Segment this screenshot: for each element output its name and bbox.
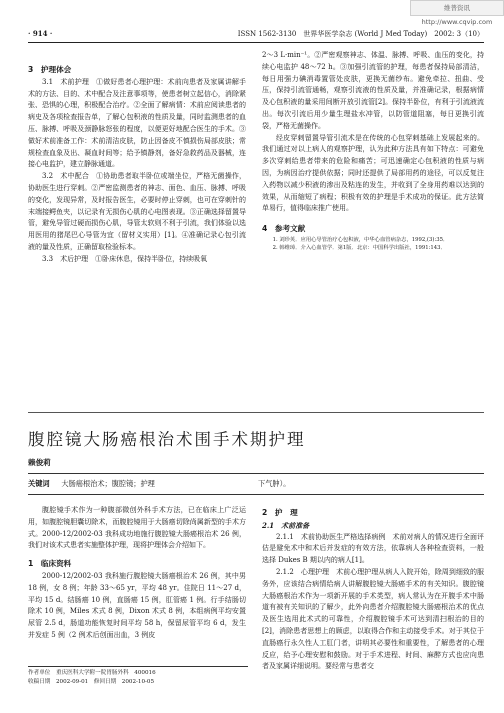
lower-right-column [262,505,484,673]
upper-left-column [28,62,246,266]
keyword-rule-top [28,473,484,474]
article-author: 赖俊莉 [28,458,51,467]
upper-right-column [262,50,484,253]
section-heading-clinical: 1 临床资料 [28,559,72,569]
watermark-badge: 维普资讯 http://www.cqvip.com [410,0,504,16]
section-heading-care: 3 护理体会 [28,65,72,74]
paragraph-intro: 腹腔镜手术作为一种腹部微创外科手术方法，已在临床上广泛运用，如腹腔镜胆囊切除术，而腹腔镜用于大肠癌切除尚属新型的手术方式。2000-12/2002-03 我科成功地施行腹腔镜大肠癌根治术 26 例，我们对该术式患者实施整体护理，现将护理体会介绍如下。 [28,506,246,550]
paragraph-case-selection: 2.1.1 术前协助医生严格选择病例 术前对病人的情况进行全面评估是避免术中和术后并发症的有效方法，依靠病人各种检查资料，一般选择 Dukes B 期以内的病人[1]。 [262,532,484,565]
footnote [28,666,248,687]
references-heading: 4 参考文献 [262,224,306,234]
header-rule [28,42,484,43]
running-header [28,27,484,41]
keywords-text: 大肠癌根治术；腹腔镜；护理 [61,479,155,488]
lower-left-column [28,505,246,642]
journal-info: ISSN 1562-3130 世界华医学杂志 (World J Med Today) 2002: 3（10） [237,30,484,38]
paragraph-postop: 3.3 术后护理 ①卧床休息，保持半卧位，持续吸氧 [42,254,208,263]
author-affiliation: 作者单位 重庆医科大学附一院胃肠外科 400016 [28,670,156,676]
article-divider [28,412,484,413]
section-heading-nursing: 2 护 理 [262,508,298,517]
right-column-continuation: 下气肿）。 [258,479,291,488]
page-number: · 914 · [28,29,53,38]
keywords-line [28,479,155,489]
paragraph-preop: 3.1 术前护理 ①做好患者心理护理：术前向患者及家属讲解手术的方法、目的、术中配合及注意事项等，使患者树立起信心，消除紧张、恐惧的心理，积极配合治疗。②全面了解病情：术前应阅读患者的病史及各项检查报告单，了解心包积液的性质及量，同时监测患者的血压、脉搏、呼吸及颈静脉怒张的程度，以便更好地配合医生的手术。③做好术前准备工作：术前清洁皮肤，防止因备皮不慎损伤局部皮肤；常规检查血象及出、凝血时间等；给予镇静剂，备好急救药品及器械，连接心电监护，建立静脉通道。 [28,77,246,169]
paragraph-postop-cont: 2～3 L·min⁻¹。②严密观察神志、体温、脉搏、呼吸、血压的变化，持续心电监护 48～72 h。③加强引流管的护理，每患者保持局部清洁，每日用强力碘消毒置管处皮肤，更换无菌纱布。避免牵拉、扭曲、受压，保持引流管通畅，观察引流液的性质及量，并准确记录，根据病情及心包积液的量采用间断开放引流管[2]。保持半卧位，有利于引流液流出。每次引流后用少量生理盐水冲管，以防管道阻塞，每日更换引流袋，严格无菌操作。 [262,51,484,130]
keywords-label: 关键词 [28,479,50,488]
subheading-preop: 2.1 术前准备 [262,520,310,530]
paragraph-psych-care: 2.1.2 心理护理 术前心理护理从病人入院开始，除周到细致的服务外，应该结合病情给病人讲解腹腔镜大肠癌手术的有关知识。腹腔镜大肠癌根治术作为一项新开展的手术类型，病人常认为在开腹手术中肠道有被有关知识的了解少，此外向患者介绍腹腔镜大肠癌根治术的优点及医生选用此术式的可靠性，介绍腹腔镜手术可达到清扫根治的目的[2]，消除患者思想上的顾虑，以取得合作和主动接受手术。对于其位于直肠癌行永久性人工肛门者，讲明其必要性和重要性，了解患者的心理反应，给予心理安慰和鼓励。对于手术进程、时间、麻醉方式也应向患者及家属详细说明。要经常与患者交 [262,567,484,671]
paragraph-clinical: 2000-12/2002-03 我科施行腹腔镜大肠癌根治术 26 例，其中男 18 例，女 8 例；年龄 33～65 yr，平均 48 yr。住院日 11～27 d，平均 15 d。结肠癌 10 例，直肠癌 15 例，肛管癌 1 例。行手结肠切除术 10 例，Miles 术式 8 例，Dixon 术式 8 例，本组病例平均安置尿管 2.5 d，肠道功能恢复时间平均 58 h，保留尿管平均 6 d，发生并发症 5 例（2 例术后创面出血，3 例皮 [28,571,246,639]
reference-item: 1. 刘珍英．应用心导管治疗心包积液，中华心血管病杂志，1992,(3):35． [272,236,449,243]
reference-item: 2. 韩维璋．介入心血管学．第1版．北京：中国科学出版社，1991:143． [272,245,446,252]
received-dates: 收稿日期 2002-09-01 修回日期 2002-10-05 [28,679,155,685]
keyword-rule-bottom [28,494,484,495]
paragraph-intraop: 3.2 术中配合 ①协助患者取半卧位或端坐位，严格无菌操作，协助医生进行穿刺。②严密监测患者的神志、面色、血压、脉搏、呼吸的变化，发现异常，及时报告医生，必要时停止穿刺，也可在穿刺针的末端接鳄鱼夹，以记录有无损伤心肌的心电图表现。③正确选择留置导管，避免导管过硬而损伤心肌，导管太软则不利于引流，我们体验以选用医用的猪尾巴心导管为宜（留材义实用）[1]。④准确记录心包引流液的量及性质，正确留取检验标本。 [28,172,246,251]
article-title: 腹腔镜大肠癌根治术围手术期护理 [28,430,306,449]
paragraph-discussion: 经皮穿刺留置导管引流术是在传统的心包穿刺基础上发展起来的。我们通过对以上病人的观察护理，认为此种方法具有如下特点：可避免多次穿刺给患者带来的危险和痛苦；可迅速确定心包积液的性质与病因，为病因治疗提供依据；同时还提供了局部用药的途径，可以反复注入药物以减少积液的渗出及粘连的发生，并收到了全身用药难以达到的效果，从而缩短了病程；积极有效的护理是手术成功的保证。此方法简单易行，值得临床推广使用。 [262,133,484,213]
